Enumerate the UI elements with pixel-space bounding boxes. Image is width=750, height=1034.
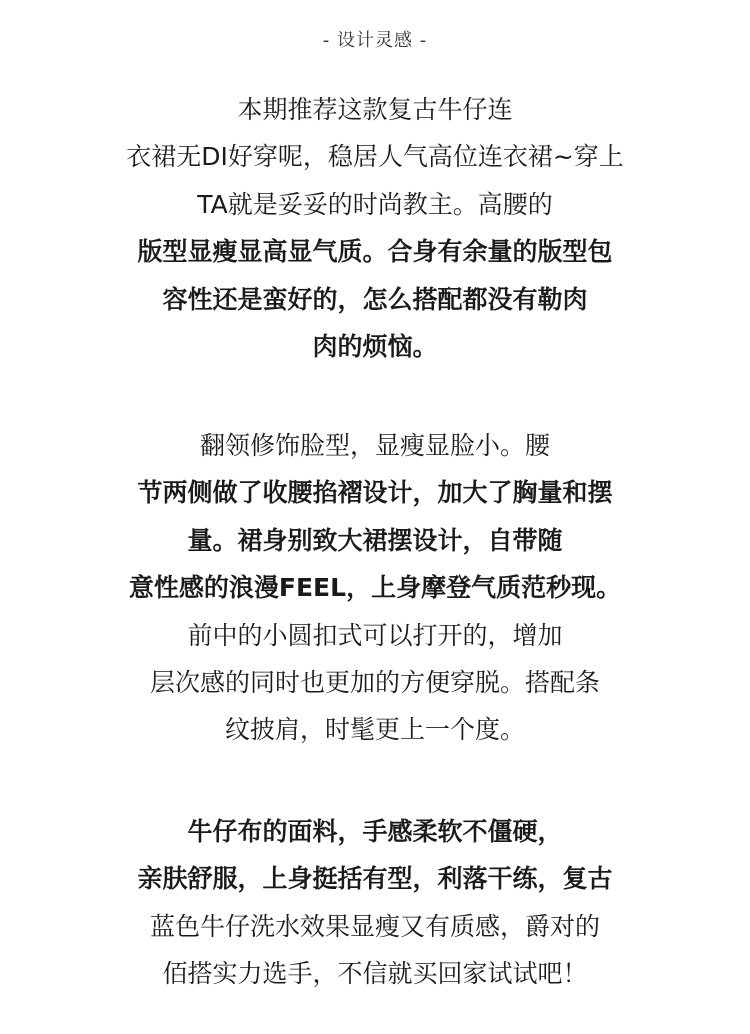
text-line: 节两侧做了收腰掐褶设计，加大了胸量和摆 [137, 478, 613, 508]
paragraph-fabric [0, 808, 750, 998]
text-line: 本期推荐这款复古牛仔连 [237, 95, 513, 124]
text-line: 版型显瘦显高显气质。合身有余量的版型包 [137, 237, 613, 267]
text-line: 纹披肩，时髦更上一个度。 [224, 715, 525, 745]
text-line: 亲肤舒服，上身挺括有型，利落干练，复古 [137, 864, 613, 894]
text-line: 蓝色牛仔洗水效果显瘦又有质感，爵对的 [149, 911, 600, 941]
text-line: 量。裙身别致大裙摆设计，自带随 [187, 525, 563, 555]
section-header-label: - 设计灵感 - [322, 30, 428, 51]
text-line: TA就是妥妥的时尚教主。高腰的 [197, 189, 553, 219]
text-line: 佰搭实力选手，不信就买回家试试吧！ [162, 959, 588, 989]
text-line: 衣裙无DI好穿呢，稳居人气高位连衣裙~穿上 [126, 142, 624, 172]
text-line: 意性感的浪漫FEEL，上身摩登气质范秒现。 [128, 573, 622, 603]
text-line: 层次感的同时也更加的方便穿脱。搭配条 [149, 667, 600, 697]
text-line: 前中的小圆扣式可以打开的，增加 [187, 620, 563, 650]
text-line: 翻领修饰脸型，显瘦显脸小。腰 [199, 431, 550, 460]
text-line: 容性还是蛮好的，怎么搭配都没有勒肉 [162, 284, 588, 314]
text-line: 肉的烦恼。 [312, 331, 438, 361]
paragraph-design-intro [0, 86, 750, 370]
text-line: 牛仔布的面料，手感柔软不僵硬， [187, 817, 563, 846]
paragraph-design-details [0, 422, 750, 754]
